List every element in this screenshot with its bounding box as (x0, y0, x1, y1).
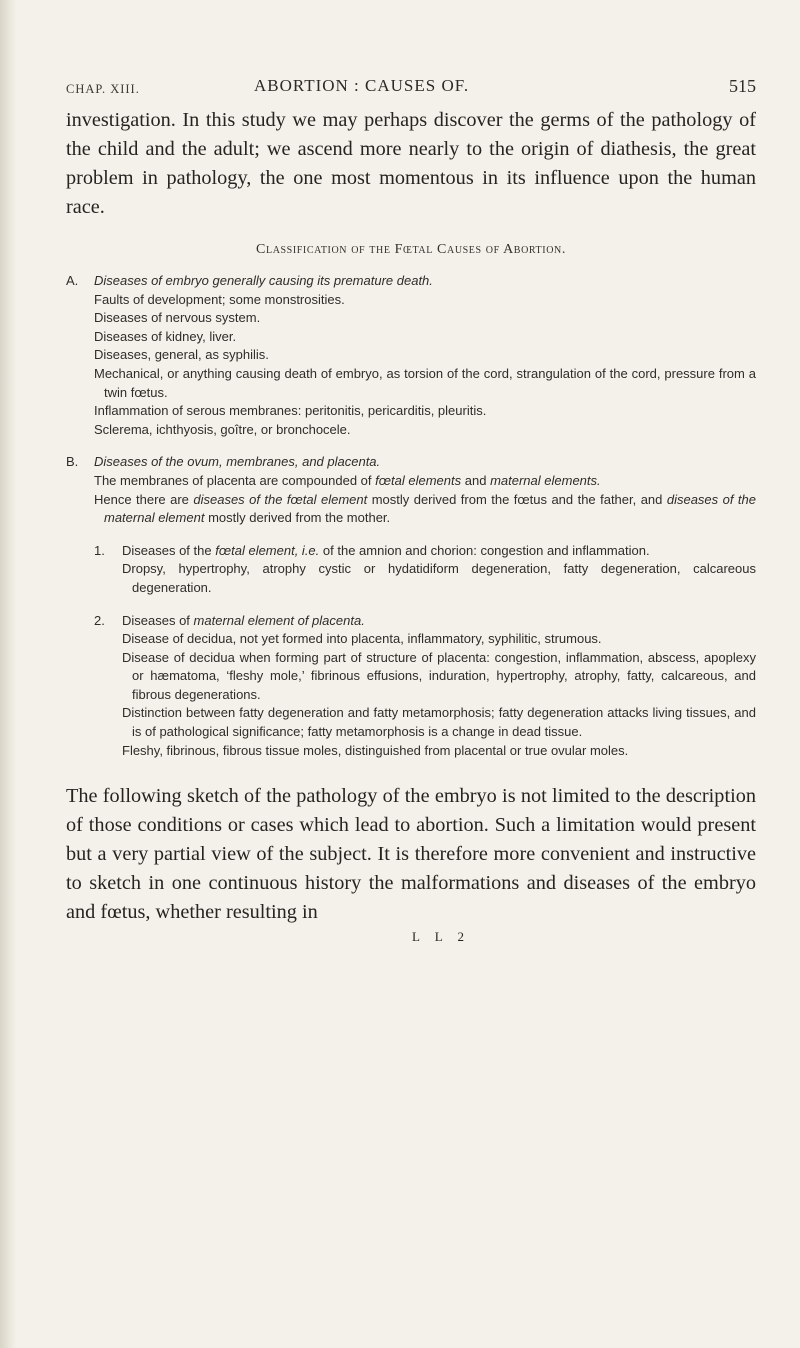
list-item: Diseases of kidney, liver. (94, 328, 237, 344)
subsection-2-number: 2. (94, 612, 105, 628)
text-run: The membranes of placenta are compounded of (94, 472, 372, 488)
section-a (66, 272, 756, 439)
list-item: Distinction between fatty degeneration and fatty metamorphosis; fatty degeneration attacks living tissues, and is of pathological significance; fatty metamorphosis is a change in dead tissue. (122, 705, 756, 740)
page-gutter-shadow (0, 0, 16, 1348)
text-run: Diseases of (122, 612, 190, 628)
subsection-2-title (94, 612, 756, 631)
list-item: Disease of decidua, not yet formed into placenta, inflammatory, syphilitic, strumous. (122, 631, 602, 647)
list-item: Faults of development; some monstrosities. (94, 291, 345, 307)
signature-mark: L L 2 (412, 929, 470, 945)
list-item: Sclerema, ichthyosis, goître, or bronchocele. (94, 421, 351, 437)
running-title: ABORTION : CAUSES OF. (254, 76, 470, 95)
list-item: Diseases of nervous system. (94, 310, 261, 326)
page-number: 515 (729, 76, 756, 96)
text-run: mostly derived from the fœtus and the father, and (371, 491, 663, 507)
text-run: Diseases of the (122, 542, 212, 558)
text-run: of the amnion and chorion: congestion and inflammation. (322, 542, 650, 558)
section-b-letter: B. (66, 454, 79, 470)
text-run-italic: maternal element of placenta. (193, 612, 365, 628)
text-run: and (464, 472, 487, 488)
text-run-italic: fœtal element, i.e. (215, 542, 320, 558)
intro-paragraph: investigation. In this study we may perhaps discover the germs of the pathology of the child and the adult; we ascend more nearly to the origin of diathesis, the great problem in pathology, the one most momentous in its influence upon the human race. (66, 109, 756, 218)
section-a-heading: Diseases of embryo generally causing its premature death. (94, 273, 433, 288)
list-item: Diseases, general, as syphilis. (94, 347, 269, 363)
section-b-title (66, 453, 756, 472)
section-b-heading: Diseases of the ovum, membranes, and placenta. (94, 454, 381, 470)
book-page (66, 68, 756, 945)
subsection-2 (66, 612, 756, 761)
list-item: Dropsy, hypertrophy, atrophy cystic or hydatidiform degeneration, fatty degeneration, calcareous degeneration. (122, 561, 756, 595)
subsection-1-number: 1. (94, 542, 105, 558)
section-a-letter: A. (66, 273, 79, 288)
text-run-italic: diseases of the maternal element (104, 491, 756, 526)
list-item: Disease of decidua when forming part of structure of placenta: congestion, inflammation, abscess, apoplexy or hæmatoma, ‘fleshy mole,’ fibrinous effusions, induration, hypertrophy, atrophy, fatty, calcareous, and fibrous degenerations. (122, 649, 756, 702)
subsection-1-title (94, 542, 756, 561)
list-item: Fleshy, fibrinous, fibrous tissue moles, distinguished from placental or true ovular moles. (122, 742, 629, 758)
text-run-italic: fœtal elements (375, 472, 462, 488)
section-b-paragraph-2 (94, 491, 756, 528)
section-b-paragraph-1 (94, 472, 756, 491)
text-run: Hence there are (94, 491, 189, 507)
text-run-italic: maternal elements. (490, 472, 601, 488)
running-header (66, 68, 756, 94)
section-a-title (66, 272, 756, 291)
chapter-label: CHAP. XIII. (66, 82, 140, 96)
subsection-1 (66, 542, 756, 598)
text-run-italic: diseases of the fœtal element (193, 491, 368, 507)
text-run: mostly derived from the mother. (208, 510, 391, 526)
classification-heading: Classification of the Fœtal Causes of Abortion. (256, 242, 566, 257)
closing-paragraph: The following sketch of the pathology of the embryo is not limited to the description of those conditions or cases which lead to abortion. Such a limitation would present but a very partial view of the subject. It is therefore more convenient and instructive to sketch in one continuous history the malformations and diseases of the embryo and fœtus, whether resulting in (66, 785, 756, 924)
section-b (66, 453, 756, 760)
list-item: Inflammation of serous membranes: peritonitis, pericarditis, pleuritis. (94, 403, 487, 419)
list-item: Mechanical, or anything causing death of embryo, as torsion of the cord, strangulation of the cord, pressure from a twin fœtus. (94, 365, 756, 400)
